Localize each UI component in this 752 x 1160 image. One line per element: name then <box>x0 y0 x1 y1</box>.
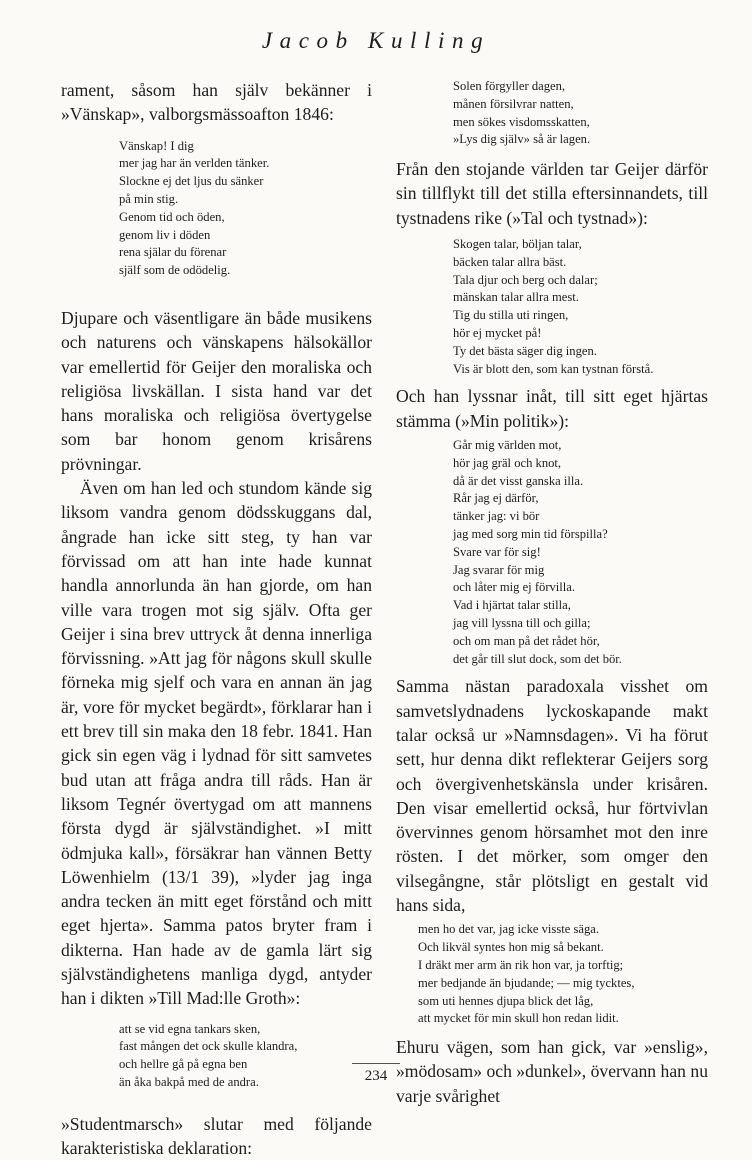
verse-line: Vad i hjärtat talar stilla, <box>453 598 571 613</box>
verse-line: rena själar du förenar <box>119 245 227 260</box>
verse-line: Vänskap! I dig <box>119 138 194 153</box>
verse-line: men sökes visdomsskatten, <box>453 114 590 129</box>
verse-line: och hellre gå på egna ben <box>119 1057 248 1072</box>
verse-line: Ty det bästa säger dig ingen. <box>453 343 597 358</box>
verse-line: Jag svarar för mig <box>453 562 545 577</box>
verse-line: månen försilvrar natten, <box>453 96 574 111</box>
verse-line: Svare var för sig! <box>453 544 541 559</box>
verse-line: hör ej mycket på! <box>453 326 542 341</box>
verse-line: men ho det var, jag icke visste säga. <box>418 922 599 937</box>
verse-line: och låter mig ej förvilla. <box>453 580 576 595</box>
verse-line: genom liv i döden <box>119 227 211 242</box>
verse-line: Slockne ej det ljus du sänker <box>119 174 264 189</box>
verse-line: »Lys dig själv» så är lagen. <box>453 132 591 147</box>
verse-line: Går mig världen mot, <box>453 438 562 453</box>
verse-line: som uti hennes djupa blick det låg, <box>418 993 594 1008</box>
poem-studentmarsch <box>453 78 708 149</box>
verse-line: I dräkt mer arm än rik hon var, ja torftig; <box>418 957 624 972</box>
verse-line: Och likväl syntes hon mig så bekant. <box>418 940 604 955</box>
paragraph: Samma nästan paradoxala visshet om samvetslydnadens lyckoskapande makt talar också ur »Namnsdagen». Vi ha förut sett, hur denna dikt reflekterar Geijers sorg och övergivenhetskänsla under krisåren. Den visar emellertid också, hur förtvivlan övervinnes genom hörsamhet mot den inre rösten. I det mörker, som omger den vilsegångne, står plötsligt en gestalt vid hans sida, <box>396 676 708 916</box>
verse-line: att se vid egna tankars sken, <box>119 1021 261 1036</box>
page-number-rule <box>352 1063 400 1064</box>
paragraph: Ehuru vägen, som han gick, var »enslig», »mödosam» och »dunkel», övervann han nu varje svårighet <box>396 1037 708 1106</box>
verse-line: Tala djur och berg och dalar; <box>453 272 598 287</box>
verse-line: fast mången det ock skulle klandra, <box>119 1039 298 1054</box>
verse-line: mänskan talar allra mest. <box>453 290 579 305</box>
verse-line: tänker jag: vi bör <box>453 509 540 524</box>
verse-line: på min stig. <box>119 191 179 206</box>
verse-line: Tig du stilla uti ringen, <box>453 308 569 323</box>
paragraph: Även om han led och stundom kände sig liksom vandra genom dödsskuggans dal, ångrade han icke sitt steg, ty han var förvissad om att han inte hade kunnat handla annorlunda än han gjorde, om han ville vara trogen mot sig själv. Ofta ger Geijer i sina brev uttryck åt denna innerliga förvissning. »Att jag för någons skull skulle förneka mig sjelf och vara en annan än jag är, vore för mycket begärdt», förklarar han i ett brev till sin maka den 18 febr. 1841. Han gick sin egen väg i lydnad för sitt samvetes bud utan att fråga andra till råds. Han är liksom Tegnér övertygad om att mannens första dygd är självständighet. »I mitt ödmjuka kall», försäkrar han vännen Betty Löwenhielm (13/1 39), »lyder jag inga andra tecken än mitt eget förstånd och mitt eget hjerta». Samma patos bryter fram i dikterna. Han hade av de gamla lärt sig självständighetens manliga dygd, antyder han i dikten »Till Mad:lle Groth»: <box>61 478 372 1009</box>
running-header: Jacob Kulling <box>261 28 491 53</box>
verse-line: jag vill lyssna till och gilla; <box>453 616 591 631</box>
paragraph: Från den stojande världen tar Geijer därför sin tillflykt till det stilla eftersinnandets, till tystnadens rike (»Tal och tystnad»): <box>396 159 708 228</box>
paragraph: rament, såsom han själv bekänner i »Vänskap», valborgsmässoafton 1846: <box>61 80 372 125</box>
poem-vanskap <box>119 138 372 280</box>
paragraph: Och han lyssnar inåt, till sitt eget hjärtas stämma (»Min politik»): <box>396 386 708 431</box>
verse-line: att mycket för min skull hon redan lidit. <box>418 1011 619 1026</box>
poem-namnsdagen <box>418 921 708 1028</box>
right-column <box>396 78 708 1108</box>
page-number: 234 <box>364 1068 388 1084</box>
left-column <box>61 78 372 1160</box>
verse-line: Vis är blott den, som kan tystnan förstå. <box>453 361 654 376</box>
verse-line: och om man på det rådet hör, <box>453 633 600 648</box>
verse-line: jag med sorg min tid förspilla? <box>453 527 608 542</box>
verse-line: Skogen talar, böljan talar, <box>453 237 582 252</box>
poem-tal-och-tystnad <box>453 236 708 378</box>
verse-line: Rår jag ej därför, <box>453 491 539 506</box>
verse-line: bäcken talar allra bäst. <box>453 254 567 269</box>
verse-line: hör jag gräl och knot, <box>453 455 562 470</box>
paragraph: Djupare och väsentligare än både musikens och naturens och vänskapens hälsokällor var emellertid för Geijer den moraliska och religiösa livskällan. I sista hand var det hans moraliska och religiösa övertygelse som bar honom genom krisårens prövningar. <box>61 307 372 474</box>
verse-line: mer bedjande än bjudande; — mig tycktes, <box>418 975 635 990</box>
verse-line: mer jag har än verlden tänker. <box>119 156 270 171</box>
poem-min-politik <box>453 437 708 668</box>
verse-line: det går till slut dock, som det bör. <box>453 651 622 666</box>
verse-line: Genom tid och öden, <box>119 209 225 224</box>
verse-line: än åka bakpå med de andra. <box>119 1074 259 1089</box>
verse-line: Solen förgyller dagen, <box>453 79 566 93</box>
verse-line: själf som de odödelig. <box>119 263 231 278</box>
paragraph: »Studentmarsch» slutar med följande karakteristiska deklaration: <box>61 1113 372 1159</box>
verse-line: då är det visst ganska illa. <box>453 473 584 488</box>
